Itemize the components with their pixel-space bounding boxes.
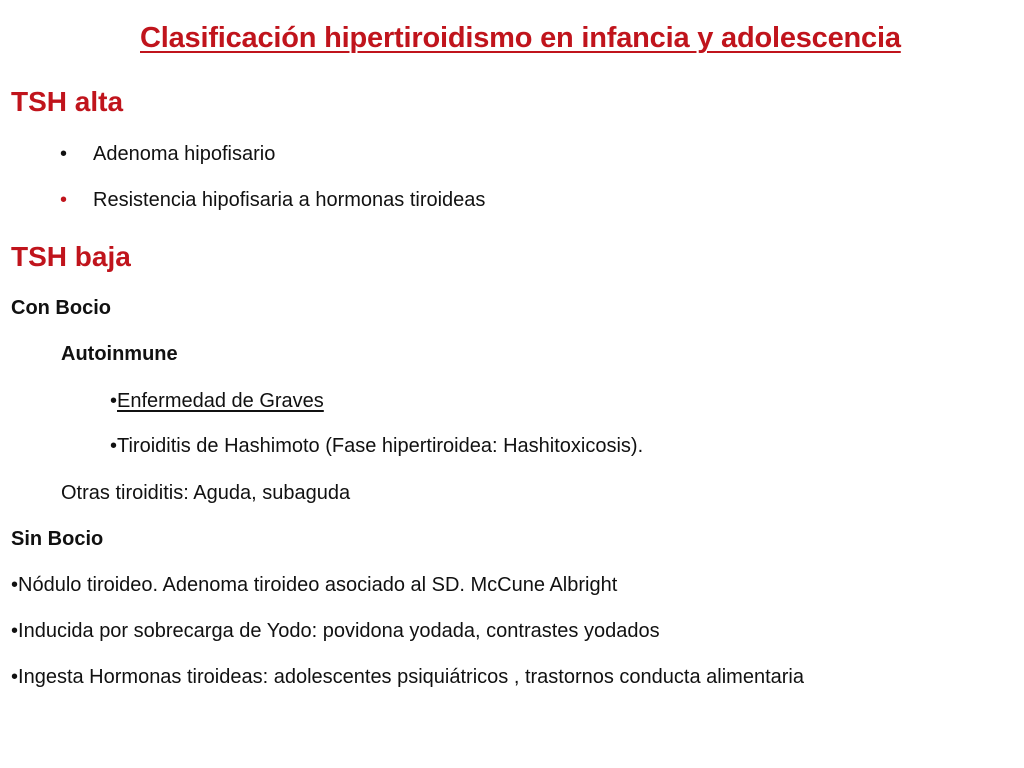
heading-tsh-baja: TSH baja [11, 241, 131, 272]
otras-tiroiditis: Otras tiroiditis: Aguda, subaguda [61, 482, 351, 504]
label-autoinmune: Autoinmune [61, 343, 178, 365]
label-sin-bocio: Sin Bocio [11, 528, 104, 550]
item-ingesta: Ingesta Hormonas tiroideas: adolescentes psiquiátricos , trastornos conducta alimentaria [18, 666, 804, 688]
tsh-alta-item-resistencia: Resistencia hipofisaria a hormonas tiroideas [93, 189, 486, 211]
list-item [60, 189, 67, 212]
list-item [110, 435, 643, 458]
list-item [110, 390, 324, 413]
label-con-bocio: Con Bocio [11, 297, 111, 319]
list-item [11, 620, 660, 643]
bullet: • [11, 620, 19, 642]
slide-title: Clasificación hipertiroidismo en infancia y adolescencia [140, 22, 901, 54]
bullet: • [60, 143, 68, 165]
bullet: • [60, 189, 68, 211]
item-yodo: Inducida por sobrecarga de Yodo: povidona yodada, contrastes yodados [18, 620, 660, 642]
bullet: • [110, 390, 118, 412]
list-item [11, 666, 804, 689]
bullet: • [11, 574, 19, 596]
heading-tsh-alta: TSH alta [11, 86, 124, 117]
item-hashimoto: Tiroiditis de Hashimoto (Fase hipertiroidea: Hashitoxicosis). [117, 435, 644, 457]
list-item [11, 574, 617, 597]
item-graves: Enfermedad de Graves [117, 390, 324, 412]
list-item [60, 143, 67, 166]
item-nodulo: Nódulo tiroideo. Adenoma tiroideo asociado al SD. McCune Albright [18, 574, 618, 596]
bullet: • [11, 666, 19, 688]
tsh-alta-item-adenoma: Adenoma hipofisario [93, 143, 276, 165]
bullet: • [110, 435, 118, 457]
